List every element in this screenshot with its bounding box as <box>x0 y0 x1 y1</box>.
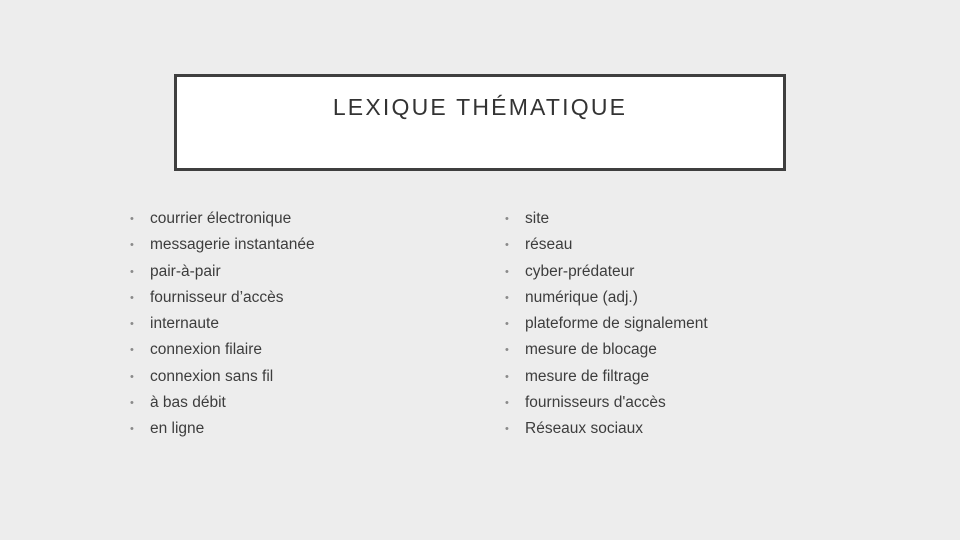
list-item <box>505 285 708 311</box>
list-item <box>130 416 315 442</box>
list-item-label: fournisseurs d'accès <box>525 394 666 412</box>
list-item <box>130 259 315 285</box>
bullet-icon: • <box>505 423 509 436</box>
list-item-label: courrier électronique <box>150 210 292 227</box>
bullet-icon: • <box>130 213 134 225</box>
list-item <box>130 232 315 258</box>
list-item <box>505 206 708 232</box>
list-item-label: Réseaux sociaux <box>525 420 644 438</box>
bullet-icon: • <box>505 291 509 304</box>
slide-title: LEXIQUE THÉMATIQUE <box>332 94 628 120</box>
list-item-label: mesure de filtrage <box>525 367 650 385</box>
list-item-label: pair-à-pair <box>150 262 221 280</box>
list-item-label: internaute <box>150 315 219 333</box>
list-item <box>130 285 315 311</box>
bullet-icon: • <box>505 213 509 225</box>
list-item-label: numérique (adj.) <box>525 288 638 306</box>
list-item-label: mesure de blocage <box>525 341 657 359</box>
bullet-icon: • <box>130 397 134 410</box>
list-item-label: à bas débit <box>150 394 226 412</box>
list-item-label: plateforme de signalement <box>525 315 708 333</box>
list-item <box>130 364 315 390</box>
list-item <box>505 232 708 258</box>
list-item <box>130 311 315 337</box>
bullet-icon: • <box>505 239 509 252</box>
list-item-label: site <box>525 210 550 227</box>
bullet-icon: • <box>130 370 134 383</box>
list-item <box>505 364 708 390</box>
list-item-label: messagerie instantanée <box>150 236 315 254</box>
bullet-icon: • <box>130 291 134 304</box>
list-item-label: en ligne <box>150 420 205 438</box>
bullet-icon: • <box>130 239 134 252</box>
list-item-label: fournisseur d’accès <box>150 288 284 306</box>
list-item <box>130 206 315 232</box>
list-item <box>505 311 708 337</box>
list-item <box>505 416 708 442</box>
left-term-list <box>130 206 315 443</box>
list-item <box>505 337 708 363</box>
list-item <box>130 337 315 363</box>
bullet-icon: • <box>505 318 509 331</box>
right-term-list <box>505 206 708 443</box>
list-item <box>505 390 708 416</box>
bullet-icon: • <box>505 397 509 410</box>
list-item <box>130 390 315 416</box>
bullet-icon: • <box>130 318 134 331</box>
list-item-label: cyber-prédateur <box>525 262 635 280</box>
bullet-icon: • <box>505 265 509 278</box>
bullet-icon: • <box>130 344 134 357</box>
title-box <box>174 74 786 171</box>
list-item-label: connexion filaire <box>150 341 263 359</box>
list-item-label: réseau <box>525 236 573 254</box>
bullet-icon: • <box>505 370 509 383</box>
bullet-icon: • <box>130 423 134 436</box>
list-item <box>505 259 708 285</box>
bullet-icon: • <box>130 265 134 278</box>
list-item-label: connexion sans fil <box>150 367 274 385</box>
bullet-icon: • <box>505 344 509 357</box>
